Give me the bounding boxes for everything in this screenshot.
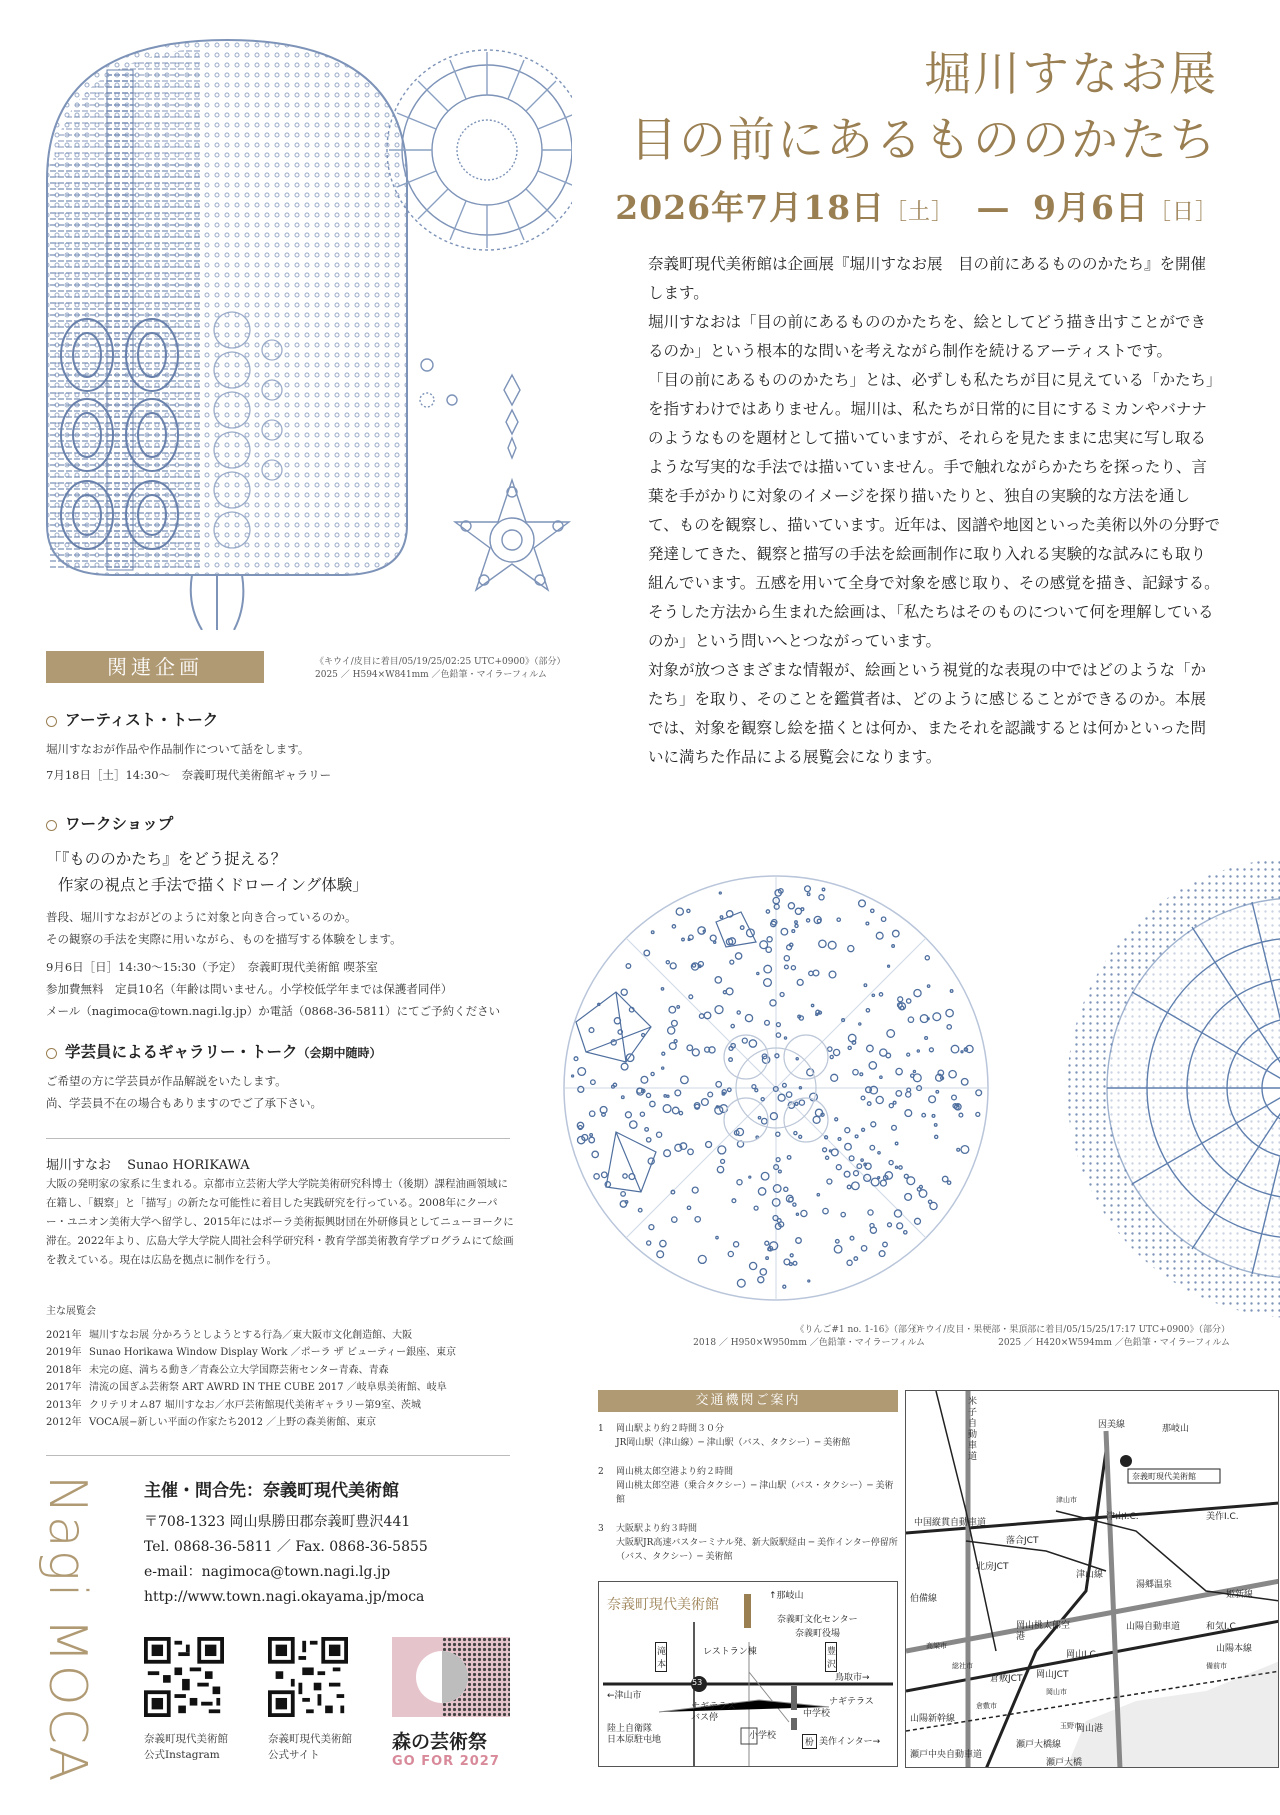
instagram-qr-code[interactable]: [144, 1637, 224, 1717]
date-separator: —: [976, 188, 1011, 227]
organizer-heading: 主催・問合先：奈義町現代美術館: [144, 1481, 399, 1501]
date-start: 2026年7月18日: [615, 188, 886, 227]
artwork-kiwi-drawing: [42, 30, 572, 630]
caption-title: 《キウイ/皮目に着目/05/19/25/02:25 UTC+0900》（部分）: [315, 657, 566, 667]
gallery-talk-desc-1: ご希望の方に学芸員が作品解説をいたします。: [46, 1074, 287, 1088]
gallery-talk-heading-text: 学芸員によるギャラリー・トーク: [65, 1042, 298, 1061]
exhibitions-heading: 主な展覧会: [46, 1306, 96, 1317]
exhibition-row: 2018年 未完の庭、満ちる動き／青森公立大学国際芸術センター青森、青森: [46, 1364, 389, 1376]
exhibition-row: 2019年 Sunao Horikawa Window Display Work ／ポーラ ザ ビューティー銀座、東京: [46, 1347, 457, 1358]
access-item: 1 岡山駅より約２時間３０分 JR岡山駅（津山線）─ 津山駅（バス、タクシー）─ 美術館: [598, 1424, 851, 1448]
gallery-talk-heading-note: （会期中随時）: [297, 1046, 382, 1060]
organizer-tel: Tel. 0868-36-5811 ／ Fax. 0868-36-5855: [144, 1539, 428, 1555]
artist-talk-heading: アーティスト・トーク: [46, 708, 516, 730]
date-end-dow: ［日］: [1148, 200, 1218, 225]
title-line-2: 目の前にあるもののかたち: [630, 113, 1218, 168]
caption-meta: 2025 ／ H420×W594mm ／色鉛筆・マイラーフィルム: [998, 1338, 1230, 1348]
artist-talk-desc: 堀川すなおが作品や作品制作について話をします。: [46, 742, 310, 756]
artwork-kiwi-circle-drawing: [1052, 852, 1280, 1324]
nagi-moca-logo: Nagi MOCA: [37, 1475, 97, 1784]
date-start-dow: ［土］: [885, 200, 955, 225]
artist-name-ja: 堀川すなお: [46, 1158, 112, 1173]
intro-text: [648, 250, 1220, 772]
artwork-apple-drawing: [556, 852, 990, 1324]
local-map[interactable]: 奈義町現代美術館 ↑那岐山 奈義町文化センター 奈義町役場 レストラン棟 滝本 豊沢 ←津山市 53 鳥取市→ ナギテラス ナギテラス バス停 陸上自衛隊 日本原駐屯地 中学校 小学校 枌 美作インター→: [598, 1581, 898, 1767]
caption-meta: 2018 ／ H950×W950mm ／色鉛筆・マイラーフィルム: [693, 1338, 925, 1348]
organizer-info: [144, 1479, 428, 1610]
exhibition-row: 2012年 VOCA展−新しい平面の作家たち2012 ／上野の森美術館、東京: [46, 1417, 377, 1428]
divider: [46, 1455, 510, 1456]
exhibition-row: 2021年 堀川すなお展 分かろうとしようとする行為／東大阪市文化創造館、大阪: [46, 1329, 413, 1341]
title-line-1: 堀川すなお展: [924, 47, 1218, 102]
related-events-header: 関連企画: [46, 651, 264, 683]
exhibitions-list: [46, 1303, 516, 1432]
workshop-title-2: 作家の視点と手法で描くドローイング体験」: [58, 876, 368, 894]
festival-name: 森の芸術祭: [392, 1731, 488, 1753]
organizer-url[interactable]: http://www.town.nagi.okayama.jp/moca: [144, 1589, 425, 1605]
access-list: [598, 1422, 898, 1579]
artist-bio: 大阪の発明家の家系に生まれる。京都市立芸術大学大学院美術研究科博士（後期）課程油画領域に在籍し、「観察」と「描写」の新たな可能性に着目した実践研究を行っている。2008年にクーパー・ユニオン美術大学へ留学し、2015年にはポーラ美術振興財団在外研修員としてニューヨークに滞在。2022年より、広島大学大学院人間社会科学研究科・教育学部美術教育学プログラムにて絵画を教えている。現在は広島を拠点に制作を行う。: [46, 1178, 514, 1266]
artist-name: [46, 1154, 250, 1173]
access-item: 3 大阪駅より約３時間 大阪駅JR高速バスターミナル発、新大阪駅経由 ─ 美作インター停留所（バス、タクシー）─ 美術館: [598, 1524, 898, 1562]
intro-paragraph: 「目の前にあるもののかたち」とは、必ずしも私たちが目に見えている「かたち」を指すわけではありません。堀川は、私たちが日常的に目にするミカンやバナナのようなものを題材として描いていますが、それらを見たままに忠実に写し取るような写実的な手法では描いていません。手で触れながらかたちを探ったり、言葉を手がかりに対象のイメージを探り描いたりと、独自の実験的な方法を通して、ものを観察し、描いています。近年は、図譜や地図といった美術以外の分野で発達してきた、観察と描写の手法を絵画制作に取り入れる実験的な試みにも取り組んでいます。五感を用いて全身で対象を感じ取り、その感覚を描き、記録する。そうした方法から生まれた絵画は、「私たちはそのものについて何を理解しているのか」という問いへとつながっています。: [648, 371, 1220, 650]
workshop-heading: ワークショップ: [46, 812, 526, 834]
gallery-talk-desc-2: 尚、学芸員不在の場合もありますのでご了承下さい。: [46, 1096, 322, 1110]
workshop-fee: 参加費無料 定員10名（年齢は問いません。小学校低学年までは保護者同伴）: [46, 982, 453, 996]
website-qr-code[interactable]: [268, 1637, 348, 1717]
instagram-qr-caption: 奈義町現代美術館 公式Instagram: [144, 1733, 228, 1761]
artist-talk-time: 7月18日［土］14:30〜 奈義町現代美術館ギャラリー: [46, 768, 332, 782]
workshop-time: 9月6日［日］14:30〜15:30（予定） 奈義町現代美術館 喫茶室: [46, 960, 378, 974]
regional-map[interactable]: 米子自動車道 因美線 那岐山 奈義町現代美術館 中国縦貫自動車道 落合JCT 津山I.C. 美作I.C. 北房JCT 津山線 湯郷温泉 姫新線 伯備線 岡山桃太郎空港 山陽自動車道 和気I.C. 山陽本線 倉敷JCT 岡山JCT 岡山I.C. 山陽新幹線 岡山港 瀬戸中央自動車道 瀬戸大橋線 瀬戸大橋 岡山市 倉敷市 玉野市 高梁市 備前市 総社市 津山市: [905, 1390, 1279, 1768]
caption-title: 《キウイ/皮目・果梗部・果頂部に着目/05/15/25/17:17 UTC+0900》（部分）: [907, 1325, 1230, 1335]
forest-art-festival-logo: [392, 1637, 512, 1767]
exhibition-dates: [615, 182, 1218, 229]
workshop-title-1: 「『もののかたち』をどう捉える？: [46, 850, 287, 868]
workshop-contact: メール（nagimoca@town.nagi.lg.jp）か電話（0868-36-5811）にてご予約ください: [46, 1004, 501, 1018]
organizer-email[interactable]: e-mail：nagimoca@town.nagi.lg.jp: [144, 1564, 391, 1580]
workshop-desc-2: その観察の手法を実際に用いながら、ものを描写する体験をします。: [46, 932, 402, 946]
exhibition-title: [630, 42, 1218, 174]
date-end: 9月6日: [1033, 188, 1149, 227]
gallery-talk-heading: [46, 1040, 516, 1062]
exhibition-row: 2017年 清流の国ぎふ芸術祭 ART AWRD IN THE CUBE 2017 ／岐阜県美術館、岐阜: [46, 1382, 447, 1393]
intro-paragraph: 堀川すなおは「目の前にあるもののかたちを、絵としてどう描き出すことができるのか」という根本的な問いを考えながら制作を続けるアーティストです。: [648, 313, 1207, 360]
artwork-caption-1: [315, 656, 635, 682]
access-header: 交通機関ご案内: [598, 1390, 898, 1412]
organizer-address: 〒708-1323 岡山県勝田郡奈義町豊沢441: [144, 1514, 411, 1530]
gallery-talk-section: [46, 1040, 516, 1114]
local-map-title: 奈義町現代美術館: [607, 1597, 719, 1613]
website-qr-caption: 奈義町現代美術館 公式サイト: [268, 1733, 352, 1761]
artwork-caption-3: [900, 1324, 1230, 1350]
intro-paragraph: 奈義町現代美術館は企画展『堀川すなお展 目の前にあるもののかたち』を開催します。: [648, 255, 1207, 302]
caption-meta: 2025 ／ H594×W841mm ／色鉛筆・マイラーフィルム: [315, 670, 547, 680]
festival-emblem-icon: [392, 1637, 510, 1717]
exhibition-row: 2013年 クリテリオム87 堀川すなお／水戸芸術館現代美術ギャラリー第9室、茨城: [46, 1399, 421, 1411]
artwork-caption-2: [675, 1324, 925, 1350]
artist-talk-section: [46, 708, 516, 786]
access-item: 2 岡山桃太郎空港より約２時間 岡山桃太郎空港（乗合タクシー）─ 津山駅（バス・タクシー）─ 美術館: [598, 1467, 894, 1505]
artist-name-en: Sunao HORIKAWA: [127, 1158, 250, 1173]
workshop-desc-1: 普段、堀川すなおがどのように対象と向き合っているのか。: [46, 910, 357, 924]
divider: [46, 1138, 510, 1139]
intro-paragraph: 対象が放つさまざまな情報が、絵画という視覚的な表現の中ではどのような「かたち」を取り、そのことを鑑賞者は、どのように感じることができるのか。本展では、対象を観察し絵を描くとは何か、またそれを認識するとは何かといった問いに満ちた作品による展覧会になります。: [648, 661, 1207, 766]
workshop-section: [46, 812, 526, 1022]
festival-subtitle: GO FOR 2027: [392, 1754, 500, 1769]
caption-title: 《りんご#1 no. 1-16》（部分）: [795, 1325, 925, 1335]
